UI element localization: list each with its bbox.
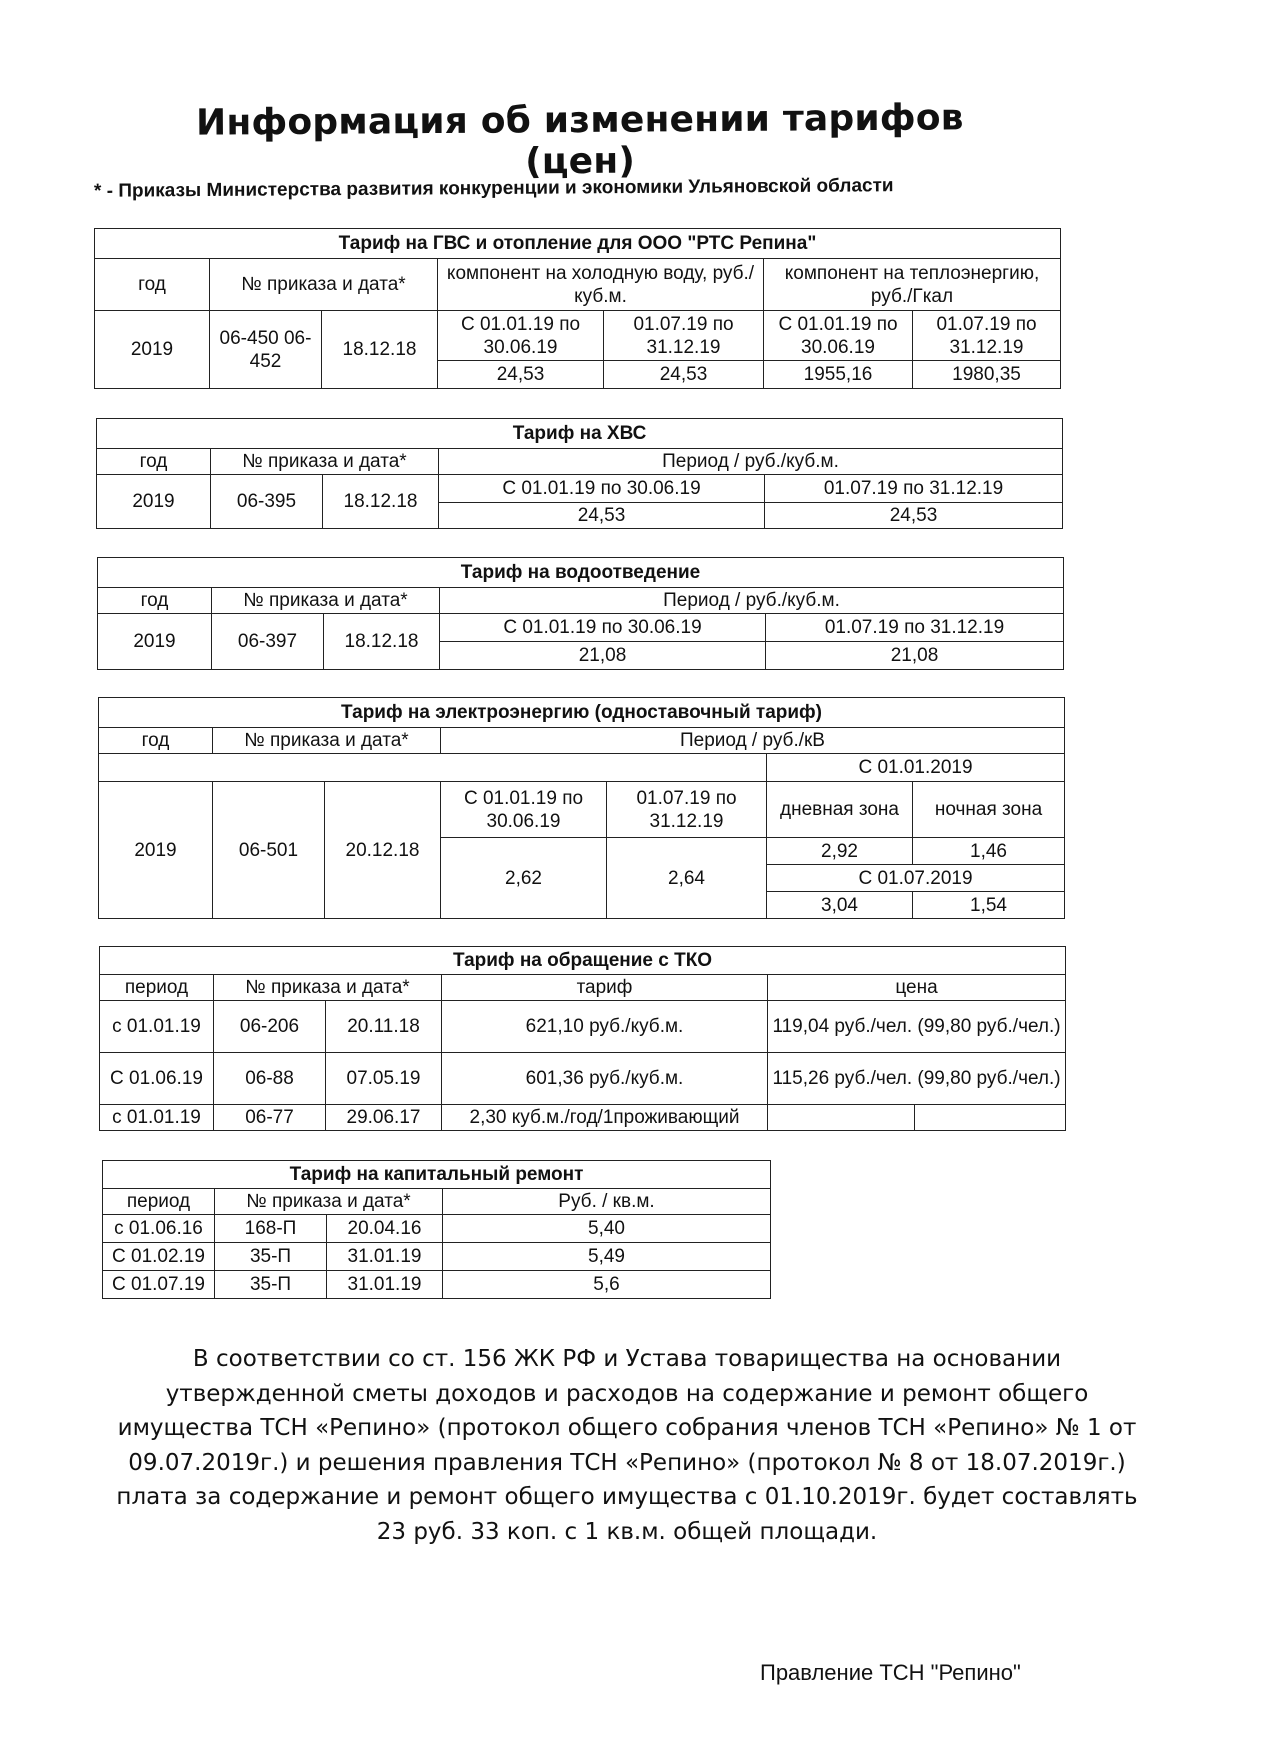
hvs-caption: Тариф на ХВС xyxy=(97,419,1063,449)
signature: Правление ТСН "Репино" xyxy=(760,1660,1021,1685)
hvs-col-year: год xyxy=(97,449,211,475)
hvs-value-2: 24,53 xyxy=(765,503,1063,529)
tko-col-tariff: тариф xyxy=(442,975,768,1001)
electro-caption: Тариф на электроэнергию (одноставочный тариф) xyxy=(99,698,1065,728)
tko-caption: Тариф на обращение с ТКО xyxy=(100,947,1066,975)
kapremont-date: 20.04.16 xyxy=(327,1215,443,1243)
gvs-col-order: № приказа и дата* xyxy=(210,259,438,311)
hvs-value-1: 24,53 xyxy=(439,503,765,529)
vodootvedenie-caption: Тариф на водоотведение xyxy=(98,558,1064,588)
electro-order: 06-501 xyxy=(213,782,325,919)
gvs-table xyxy=(94,228,1061,389)
gvs-orders: 06-450 06-452 xyxy=(210,311,322,389)
footnote: * - Приказы Министерства развития конкуренции и экономики Ульяновской области xyxy=(93,175,894,202)
kapremont-col-price: Руб. / кв.м. xyxy=(443,1189,771,1215)
gvs-col-cold: компонент на холодную воду, руб./куб.м. xyxy=(438,259,764,311)
table-row xyxy=(100,1053,1066,1105)
tko-period: с 01.01.19 xyxy=(100,1105,214,1131)
gvs-col-year: год xyxy=(95,259,210,311)
hvs-year: 2019 xyxy=(97,475,211,529)
tko-period: с 01.01.19 xyxy=(100,1001,214,1053)
tko-col-price: цена xyxy=(768,975,1066,1001)
kapremont-price: 5,40 xyxy=(443,1215,771,1243)
tko-table xyxy=(99,946,1066,1131)
electro-year: 2019 xyxy=(99,782,213,919)
kapremont-price: 5,6 xyxy=(443,1271,771,1299)
hvs-period-2: 01.07.19 по 31.12.19 xyxy=(765,475,1063,503)
vodootvedenie-value-1: 21,08 xyxy=(440,642,766,670)
tko-date: 20.11.18 xyxy=(326,1001,442,1053)
electro-day-1: 2,92 xyxy=(767,838,913,865)
vodootvedenie-col-order: № приказа и дата* xyxy=(212,588,440,614)
electro-blank-row xyxy=(99,754,767,782)
electro-day-2: 3,04 xyxy=(767,892,913,919)
gvs-period-4: 01.07.19 по 31.12.19 xyxy=(913,311,1061,361)
electro-day-zone: дневная зона xyxy=(767,782,913,838)
vodootvedenie-table xyxy=(97,557,1064,670)
hvs-col-period: Период / руб./куб.м. xyxy=(439,449,1063,475)
gvs-date: 18.12.18 xyxy=(322,311,438,389)
gvs-year: 2019 xyxy=(95,311,210,389)
vodootvedenie-col-year: год xyxy=(98,588,212,614)
gvs-period-3: С 01.01.19 по 30.06.19 xyxy=(764,311,913,361)
gvs-heat-1: 1955,16 xyxy=(764,361,913,389)
kapremont-order: 35-П xyxy=(215,1243,327,1271)
tko-order: 06-77 xyxy=(214,1105,326,1131)
kapremont-col-period: период xyxy=(103,1189,215,1215)
gvs-col-heat: компонент на теплоэнергию, руб./Гкал xyxy=(764,259,1061,311)
electro-col-period: Период / руб./кВ xyxy=(441,728,1065,754)
vodootvedenie-value-2: 21,08 xyxy=(766,642,1064,670)
table-row xyxy=(103,1271,771,1299)
vodootvedenie-order: 06-397 xyxy=(212,614,324,670)
kapremont-period: С 01.02.19 xyxy=(103,1243,215,1271)
tko-period: С 01.06.19 xyxy=(100,1053,214,1105)
table-row xyxy=(103,1243,771,1271)
hvs-order: 06-395 xyxy=(211,475,323,529)
tko-col-order: № приказа и дата* xyxy=(214,975,442,1001)
tko-order: 06-88 xyxy=(214,1053,326,1105)
vodootvedenie-year: 2019 xyxy=(98,614,212,670)
electro-value-1: 2,62 xyxy=(441,838,607,919)
electro-period-2: 01.07.19 по 31.12.19 xyxy=(607,782,767,838)
tko-date: 29.06.17 xyxy=(326,1105,442,1131)
tko-price-blank xyxy=(915,1105,1066,1131)
hvs-col-order: № приказа и дата* xyxy=(211,449,439,475)
vodootvedenie-period-2: 01.07.19 по 31.12.19 xyxy=(766,614,1064,642)
vodootvedenie-date: 18.12.18 xyxy=(324,614,440,670)
tko-price: 119,04 руб./чел. (99,80 руб./чел.) xyxy=(768,1001,1066,1053)
tko-tariff: 601,36 руб./куб.м. xyxy=(442,1053,768,1105)
table-row xyxy=(100,1105,1066,1131)
page-title: Информация об изменении тарифов (цен) xyxy=(195,97,964,183)
tko-order: 06-206 xyxy=(214,1001,326,1053)
vodootvedenie-period-1: С 01.01.19 по 30.06.19 xyxy=(440,614,766,642)
gvs-period-2: 01.07.19 по 31.12.19 xyxy=(604,311,764,361)
tko-col-period: период xyxy=(100,975,214,1001)
tko-price: 115,26 руб./чел. (99,80 руб./чел.) xyxy=(768,1053,1066,1105)
hvs-date: 18.12.18 xyxy=(323,475,439,529)
electro-night-1: 1,46 xyxy=(913,838,1065,865)
tko-tariff: 621,10 руб./куб.м. xyxy=(442,1001,768,1053)
gvs-heat-2: 1980,35 xyxy=(913,361,1061,389)
electro-period-1: С 01.01.19 по 30.06.19 xyxy=(441,782,607,838)
gvs-cold-2: 24,53 xyxy=(604,361,764,389)
kapremont-period: С 01.07.19 xyxy=(103,1271,215,1299)
gvs-cold-1: 24,53 xyxy=(438,361,604,389)
gvs-caption: Тариф на ГВС и отопление для ООО "РТС Репина" xyxy=(95,229,1061,259)
tko-date: 07.05.19 xyxy=(326,1053,442,1105)
electro-col-year: год xyxy=(99,728,213,754)
kapremont-caption: Тариф на капитальный ремонт xyxy=(103,1161,771,1189)
kapremont-col-order: № приказа и дата* xyxy=(215,1189,443,1215)
hvs-period-1: С 01.01.19 по 30.06.19 xyxy=(439,475,765,503)
tko-price xyxy=(768,1105,915,1131)
notice-paragraph: В соответствии со ст. 156 ЖК РФ и Устава товарищества на основании утвержденной сметы доходов и расходов на содержание и ремонт общего имущества ТСН «Репино» (протокол общего собрания членов ТСН «Репино» № 1 от 09.07.2019г.) и решения правления ТСН «Репино» (протокол № 8 от 18.07.2019г.) плата за содержание и ремонт общего имущества с 01.10.2019г. будет составлять 23 руб. 33 коп. с 1 кв.м. общей площади. xyxy=(116,1346,1138,1545)
electro-value-2: 2,64 xyxy=(607,838,767,919)
kapremont-order: 35-П xyxy=(215,1271,327,1299)
electro-from-1: С 01.01.2019 xyxy=(767,754,1065,782)
kapremont-date: 31.01.19 xyxy=(327,1271,443,1299)
table-row xyxy=(103,1215,771,1243)
electro-night-2: 1,54 xyxy=(913,892,1065,919)
electro-table xyxy=(98,697,1065,919)
tko-tariff: 2,30 куб.м./год/1проживающий xyxy=(442,1105,768,1131)
kapremont-price: 5,49 xyxy=(443,1243,771,1271)
electro-col-order: № приказа и дата* xyxy=(213,728,441,754)
electro-from-2: С 01.07.2019 xyxy=(767,865,1065,892)
kapremont-order: 168-П xyxy=(215,1215,327,1243)
hvs-table xyxy=(96,418,1063,529)
electro-date: 20.12.18 xyxy=(325,782,441,919)
kapremont-table xyxy=(102,1160,771,1299)
gvs-period-1: С 01.01.19 по 30.06.19 xyxy=(438,311,604,361)
electro-night-zone: ночная зона xyxy=(913,782,1065,838)
kapremont-period: с 01.06.16 xyxy=(103,1215,215,1243)
kapremont-date: 31.01.19 xyxy=(327,1243,443,1271)
table-row xyxy=(100,1001,1066,1053)
vodootvedenie-col-period: Период / руб./куб.м. xyxy=(440,588,1064,614)
